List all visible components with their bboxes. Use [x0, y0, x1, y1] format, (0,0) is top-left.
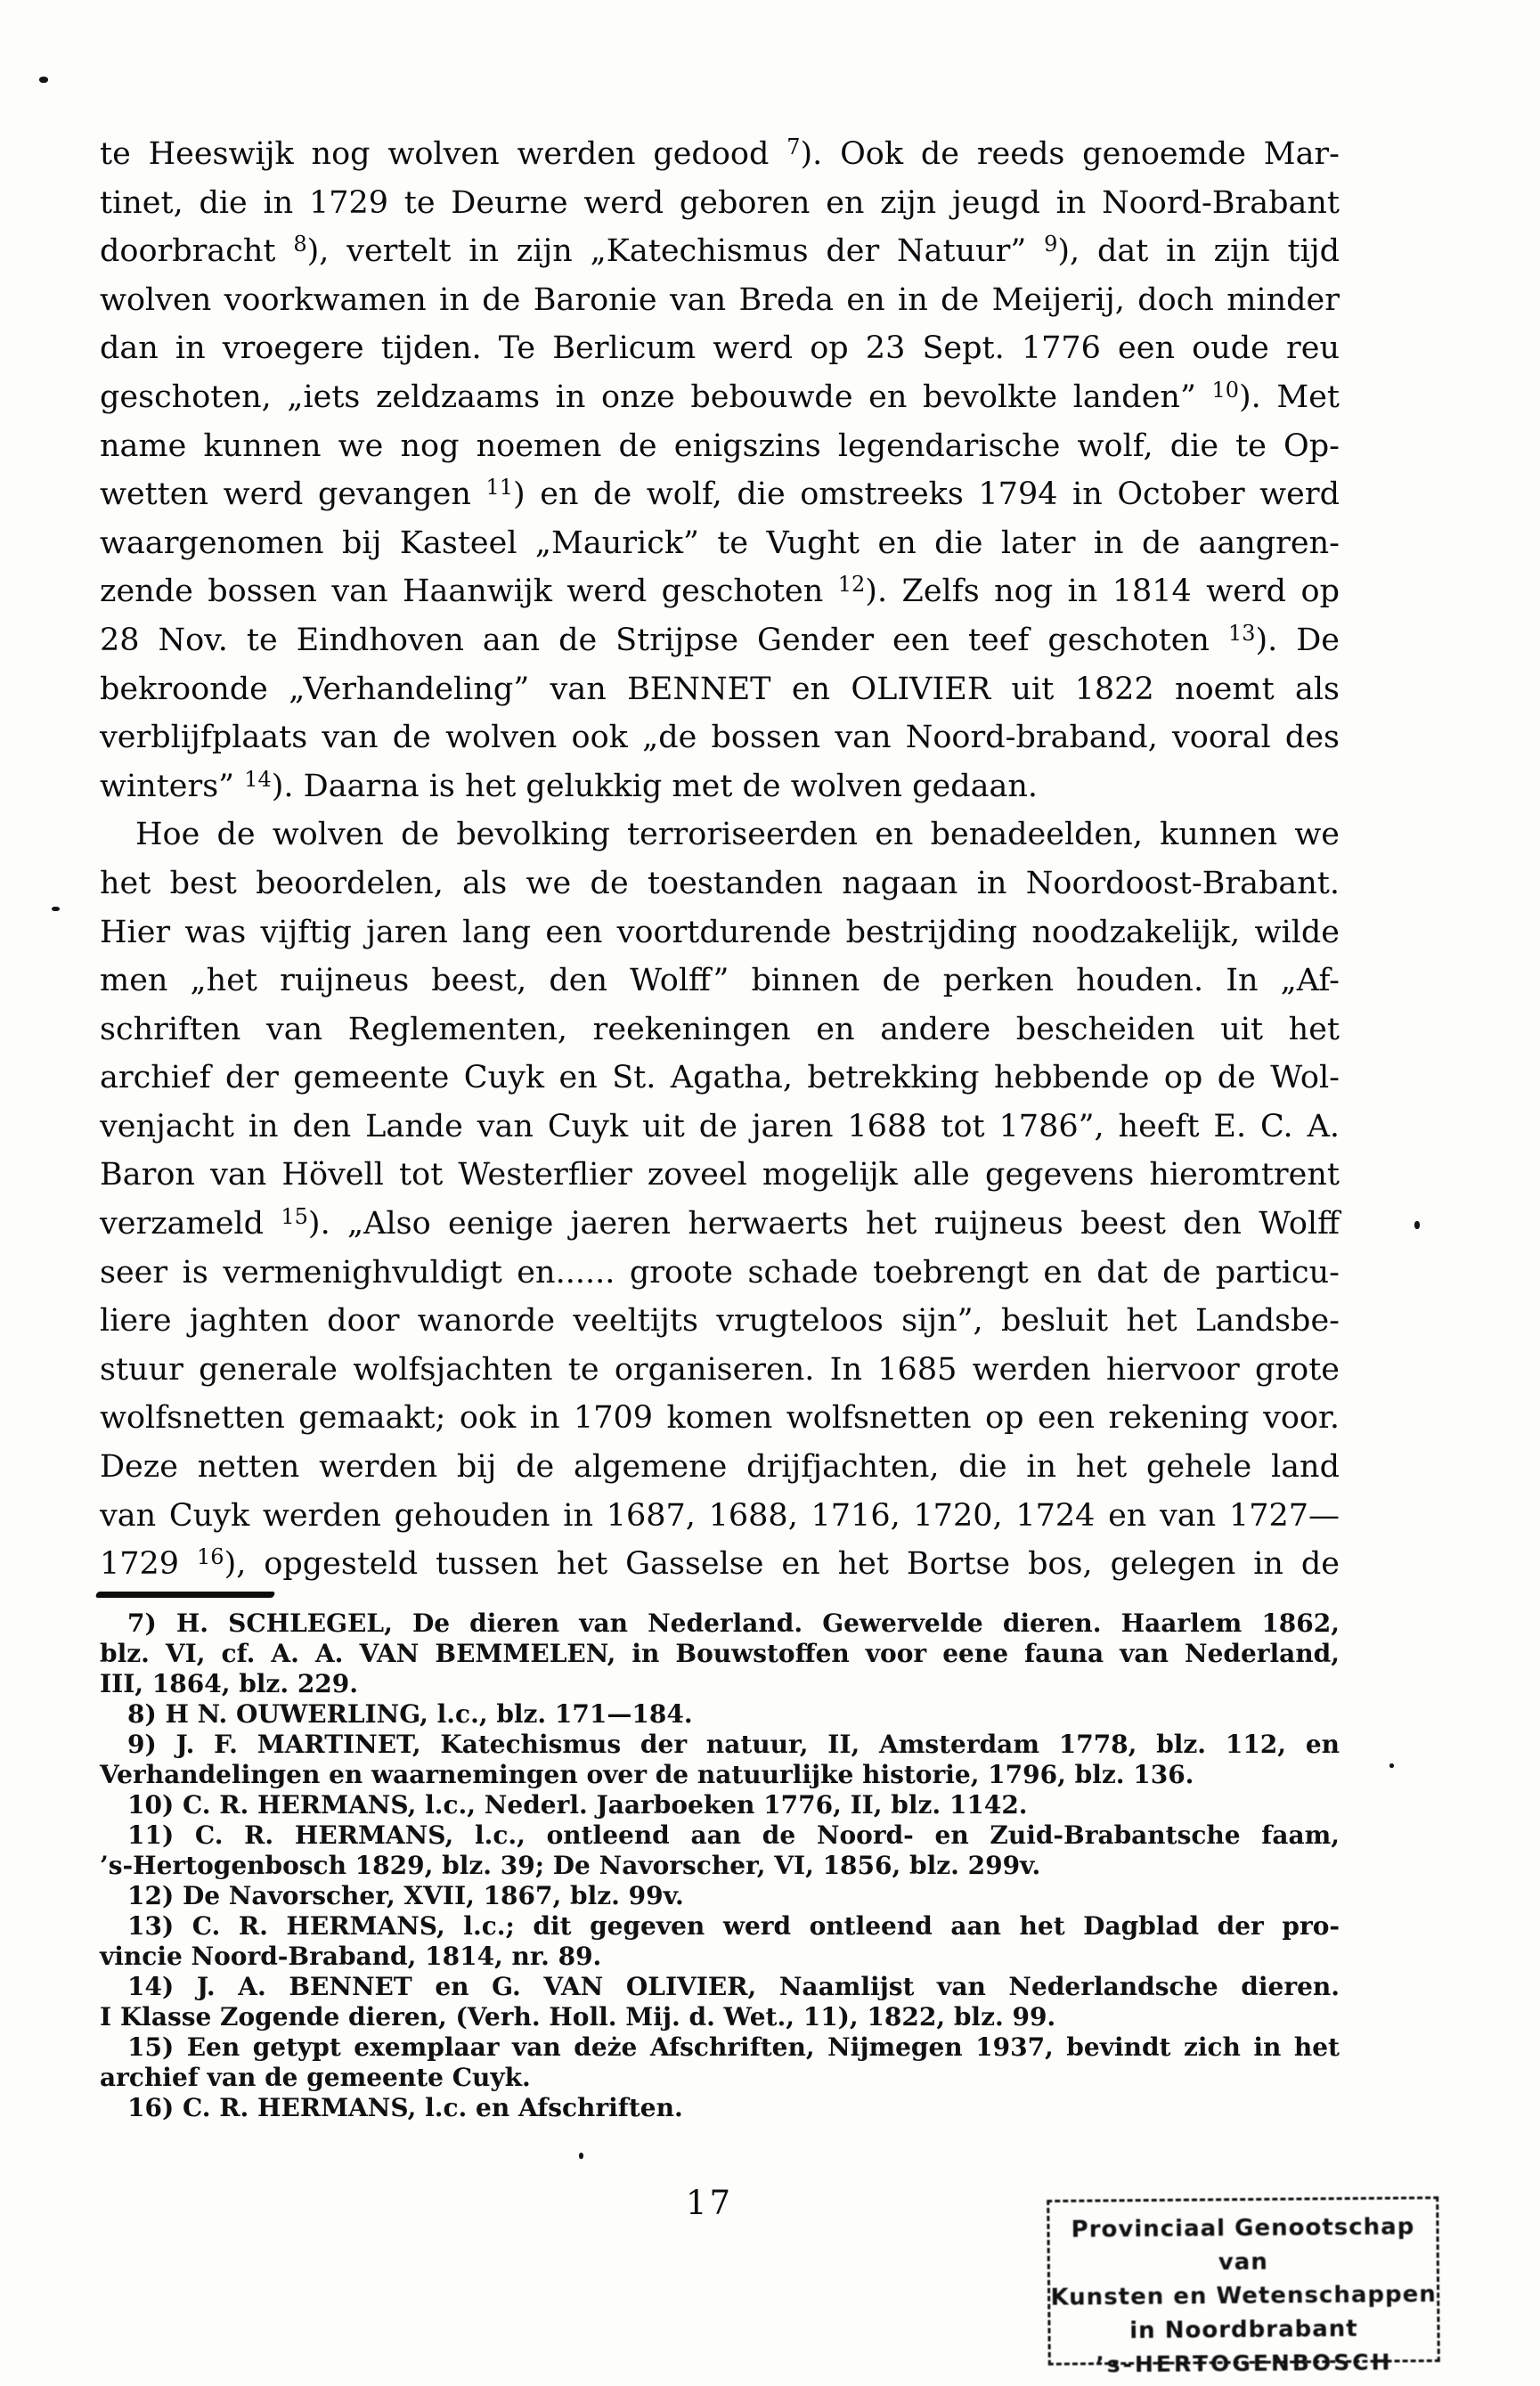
footnote-line: 9) J. F. MARTINET, Katechismus der natuur, II, Amsterdam 1778, blz. 112, en: [127, 1730, 1340, 1759]
footnote-line: 14) J. A. BENNET en G. VAN OLIVIER, Naamlijst van Nederlandsche dieren.: [127, 1972, 1340, 2001]
body-line: men „het ruijneus beest, den Wolff” binnen de perken houden. In „Af-: [100, 963, 1340, 999]
body-line: winters” $^{14}$). Daarna is het gelukkig met de wolven gedaan.: [100, 766, 1039, 804]
body-line: van Cuyk werden gehouden in 1687, 1688, 1716, 1720, 1724 en van 1727—: [100, 1497, 1340, 1534]
body-line: Hier was vijftig jaren lang een voortdurende bestrijding noodzakelijk, wilde: [100, 914, 1340, 950]
body-line: bekroonde „Verhandeling” van BENNET en OLIVIER uit 1822 noemt als: [100, 671, 1340, 707]
body-line: archief der gemeente Cuyk en St. Agatha, betrekking hebbende op de Wol-: [100, 1060, 1340, 1096]
stamp-line: Kunsten en Wetenschappen: [1050, 2281, 1437, 2311]
footnote-line: I Klasse Zogende dieren, (Verh. Holl. Mij. d. Wet., 11), 1822, blz. 99.: [100, 2002, 1056, 2032]
footnote-line: archief van de gemeente Cuyk.: [100, 2063, 531, 2092]
body-line: seer is vermenighvuldigt en...... groote schade toebrengt en dat de particu-: [100, 1254, 1340, 1291]
body-line: wetten werd gevangen $^{11}$) en de wolf, die omstreeks 1794 in October werd: [100, 475, 1340, 513]
footnote-line: ’s-Hertogenbosch 1829, blz. 39; De Navorscher, VI, 1856, blz. 299v.: [100, 1851, 1041, 1880]
footnote-line: 15) Een getypt exemplaar van deże Afschriften, Nijmegen 1937, bevindt zich in het: [127, 2032, 1340, 2062]
body-line: doorbracht $^8$), vertelt in zijn „Katechismus der Natuur” $^9$), dat in zijn tijd: [100, 232, 1340, 270]
body-line: 28 Nov. te Eindhoven aan de Strijpse Gender een teef geschoten $^{13}$). De: [100, 620, 1340, 658]
body-line: 1729 $^{16}$), opgesteld tussen het Gasselse en het Bortse bos, gelegen in de: [100, 1544, 1340, 1583]
body-line: waargenomen bij Kasteel „Maurick” te Vught en die later in de aangren-: [100, 525, 1340, 561]
footnote-line: 13) C. R. HERMANS, l.c.; dit gegeven werd ontleend aan het Dagblad der pro-: [127, 1911, 1340, 1941]
ink-speck: [52, 907, 60, 911]
footnote-line: blz. VI, cf. A. A. VAN BEMMELEN, in Bouwstoffen voor eene fauna van Nederland,: [100, 1639, 1340, 1668]
footnote-line: 11) C. R. HERMANS, l.c., ontleend aan de Noord- en Zuid-Brabantsche faam,: [127, 1820, 1340, 1850]
body-text: [100, 130, 1340, 1589]
body-line: name kunnen we nog noemen de enigszins legendarische wolf, die te Op-: [100, 428, 1340, 464]
body-line: dan in vroegere tijden. Te Berlicum werd op 23 Sept. 1776 een oude reu: [100, 330, 1340, 367]
stamp-line: in Noordbrabant: [1129, 2315, 1358, 2345]
footnote-line: 12) De Navorscher, XVII, 1867, blz. 99v.: [127, 1881, 684, 1910]
body-line: Deze netten werden bij de algemene drijfjachten, die in het gehele land: [100, 1449, 1340, 1486]
footnote-line: 7) H. SCHLEGEL, De dieren van Nederland. Gewervelde dieren. Haarlem 1862,: [127, 1608, 1340, 1638]
body-line: Baron van Hövell tot Westerflier zoveel mogelijk alle gegevens hieromtrent: [100, 1157, 1340, 1193]
body-line: liere jaghten door wanorde veeltijts vrugteloos sijn”, besluit het Landsbe-: [100, 1303, 1340, 1340]
ink-speck: [39, 77, 48, 83]
body-line: stuur generale wolfsjachten te organiseren. In 1685 werden hiervoor grote: [100, 1351, 1340, 1388]
ink-speck: [1389, 1763, 1394, 1768]
footnote-line: Verhandelingen en waarnemingen over de natuurlijke historie, 1796, blz. 136.: [100, 1760, 1194, 1789]
stamp-line: Provinciaal Genootschap van: [1071, 2213, 1415, 2276]
footnote-line: 10) C. R. HERMANS, l.c., Nederl. Jaarboeken 1776, II, blz. 1142.: [127, 1790, 1028, 1820]
body-line: geschoten, „iets zeldzaams in onze bebouwde en bevolkte landen” $^{10}$). Met: [100, 377, 1340, 415]
footnotes-block: [100, 1608, 1340, 2123]
ink-speck: [579, 2153, 583, 2159]
body-line: het best beoordelen, als we de toestanden nagaan in Noordoost-Brabant.: [100, 865, 1340, 901]
body-line: verblijfplaats van de wolven ook „de bossen van Noord-braband, vooral des: [100, 720, 1340, 756]
body-line: venjacht in den Lande van Cuyk uit de jaren 1688 tot 1786”, heeft E. C. A.: [100, 1108, 1340, 1144]
body-line: wolfsnetten gemaakt; ook in 1709 komen wolfsnetten op een rekening voor.: [100, 1400, 1340, 1437]
page-number: 17: [686, 2184, 734, 2222]
ink-speck: [1414, 1221, 1420, 1229]
footnote-line: vincie Noord-Braband, 1814, nr. 89.: [100, 1942, 602, 1971]
body-line: zende bossen van Haanwijk werd geschoten $^{12}$). Zelfs nog in 1814 werd op: [100, 572, 1340, 610]
body-line: tinet, die in 1729 te Deurne werd geboren en zijn jeugd in Noord-Brabant: [100, 184, 1340, 221]
footnote-separator-rule: [95, 1592, 275, 1598]
library-stamp: [1047, 2196, 1440, 2378]
body-line-paragraph-start: Hoe de wolven de bevolking terroriseerden en benadeelden, kunnen we: [135, 817, 1340, 853]
body-line: schriften van Reglementen, reekeningen en andere bescheiden uit het: [100, 1011, 1340, 1047]
stamp-line: ’s-HERTOGENBOSCH: [1096, 2349, 1393, 2378]
footnote-line: III, 1864, blz. 229.: [100, 1669, 359, 1698]
footnote-line: 8) H N. OUWERLING, l.c., blz. 171—184.: [127, 1699, 693, 1729]
body-line: wolven voorkwamen in de Baronie van Breda en in de Meijerij, doch minder: [100, 281, 1340, 318]
footnote-line: 16) C. R. HERMANS, l.c. en Afschriften.: [127, 2093, 683, 2122]
body-line: verzameld $^{15}$). „Also eenige jaeren herwaerts het ruijneus beest den Wolff: [100, 1204, 1340, 1242]
body-line: te Heeswijk nog wolven werden gedood $^7$). Ook de reeds genoemde Mar-: [100, 134, 1340, 172]
